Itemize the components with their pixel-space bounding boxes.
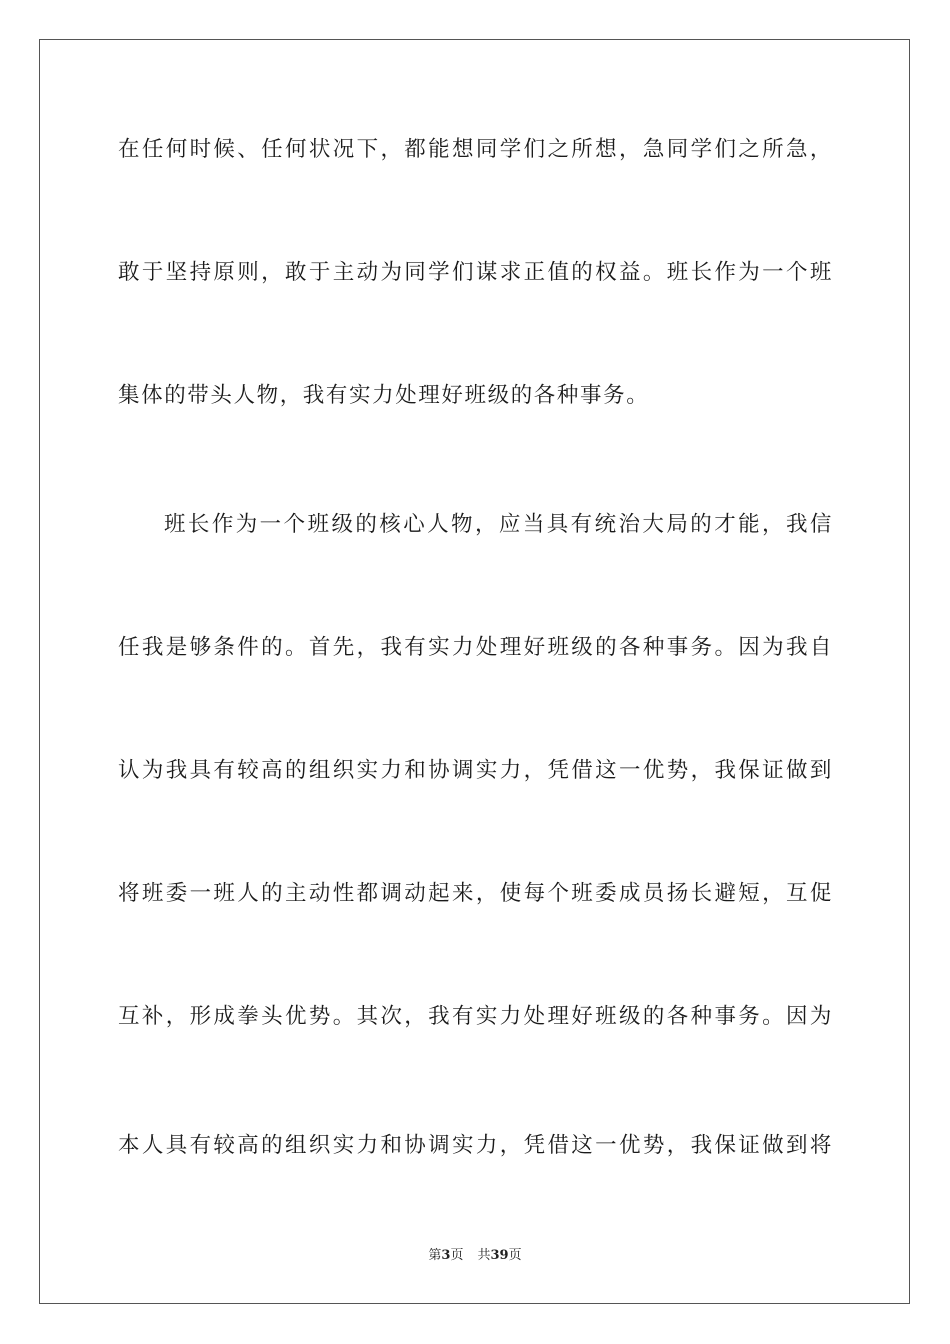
- body-line-6: 认为我具有较高的组织实力和协调实力，凭借这一优势，我保证做到: [118, 758, 833, 783]
- body-line-3: 集体的带头人物，我有实力处理好班级的各种事务。: [118, 383, 650, 408]
- body-line-8: 互补，形成拳头优势。其次，我有实力处理好班级的各种事务。因为: [118, 1004, 833, 1029]
- footer-page-prefix: 第: [428, 1248, 442, 1263]
- footer-total-prefix: 共: [477, 1248, 491, 1263]
- body-line-7: 将班委一班人的主动性都调动起来，使每个班委成员扬长避短，互促: [118, 881, 833, 906]
- body-line-1: 在任何时候、任何状况下，都能想同学们之所想，急同学们之所急，: [118, 137, 833, 162]
- body-line-2: 敢于坚持原则，敢于主动为同学们谋求正值的权益。班长作为一个班: [118, 260, 833, 285]
- footer-page-current: 3: [441, 1248, 451, 1263]
- footer-total-suffix: 页: [508, 1248, 522, 1263]
- footer-page-suffix: 页: [450, 1248, 464, 1263]
- footer-page-total: 39: [490, 1248, 509, 1263]
- page-footer: [0, 1247, 950, 1265]
- body-line-5: 任我是够条件的。首先，我有实力处理好班级的各种事务。因为我自: [118, 635, 833, 660]
- page-frame: [39, 39, 910, 1304]
- body-line-9: 本人具有较高的组织实力和协调实力，凭借这一优势，我保证做到将: [118, 1133, 833, 1158]
- body-line-4: 班长作为一个班级的核心人物，应当具有统治大局的才能，我信: [164, 512, 833, 537]
